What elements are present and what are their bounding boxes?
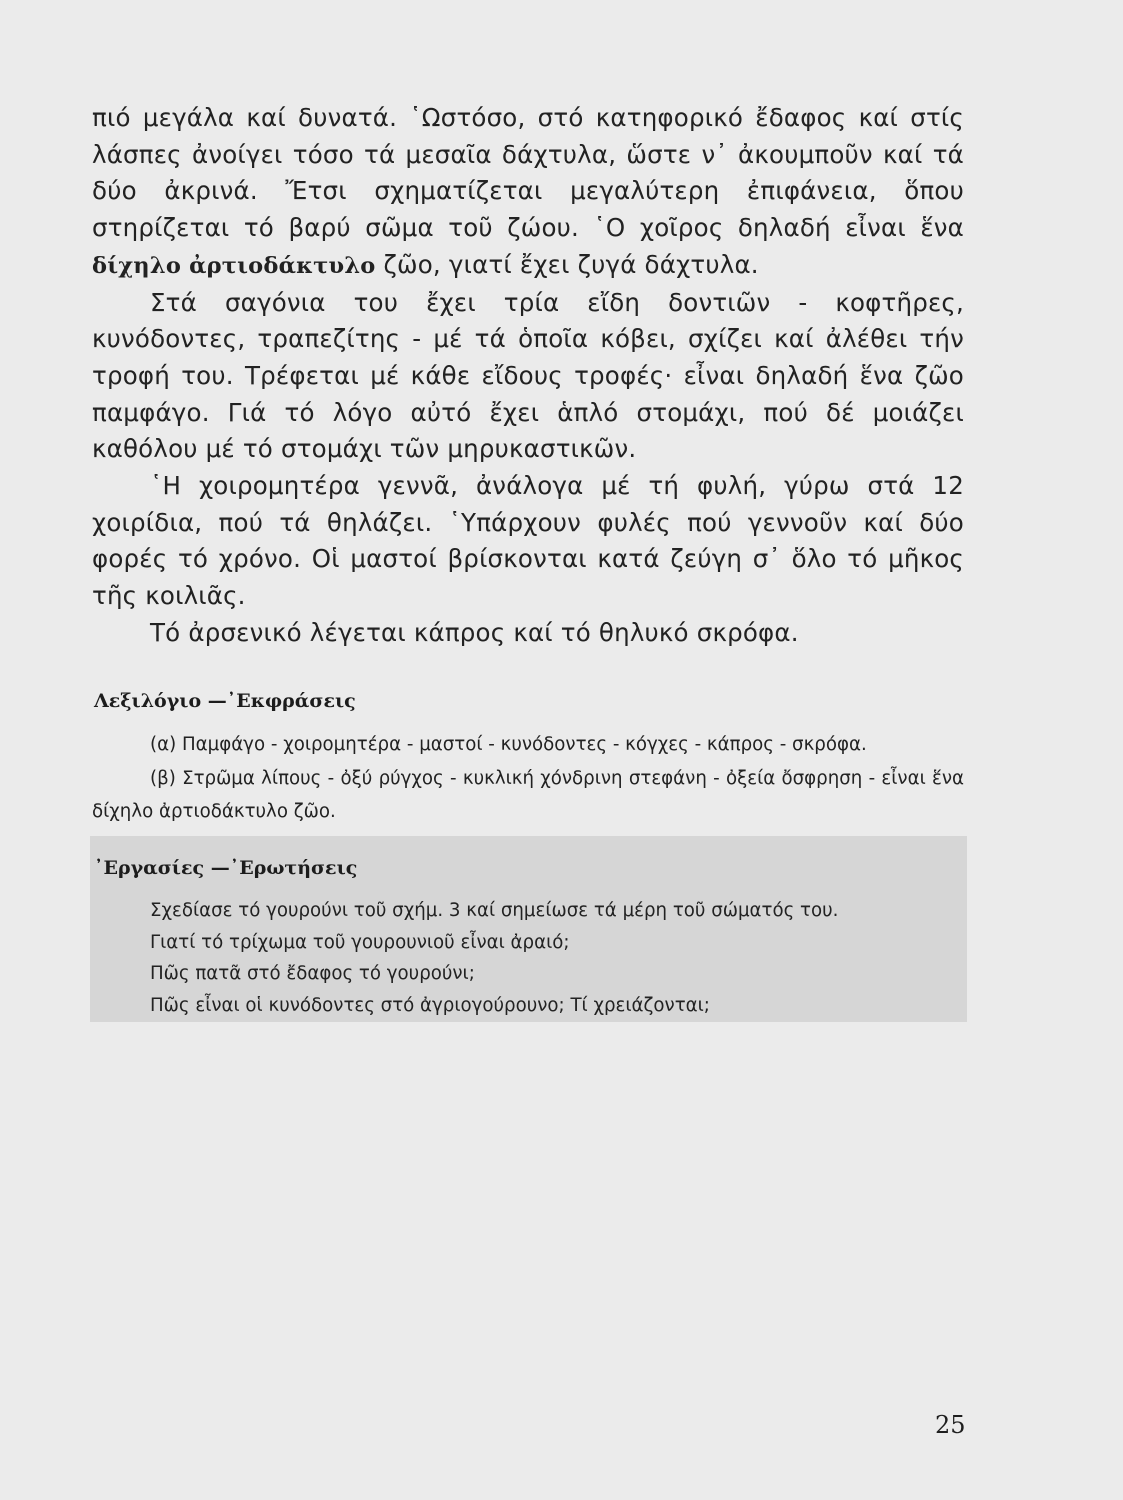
exercises-heading: ᾽Εργασίες —᾽Ερωτήσεις — [94, 857, 358, 879]
term-dichilo-artiodaktylo: δίχηλο ἀρτιοδάκτυλο — [92, 252, 376, 279]
exercises-list — [150, 895, 970, 1021]
body-text — [92, 100, 964, 652]
exercise-item: Γιατί τό τρίχωμα τοῦ γουρουνιοῦ εἶναι ἀραιό; — [150, 931, 570, 953]
vocabulary-heading: Λεξιλόγιο —᾽Εκφράσεις — [94, 690, 356, 712]
vocabulary-section — [92, 728, 964, 829]
exercise-item: Σχεδίασε τό γουρούνι τοῦ σχήμ. 3 καί σημείωσε τά μέρη τοῦ σώματός του. — [150, 900, 839, 921]
vocabulary-item-a: (α) Παμφάγο - χοιρομητέρα - μαστοί - κυνόδοντες - κόγχες - κάπρος - σκρόφα. — [150, 734, 867, 755]
paragraph-4: Τό ἀρσενικό λέγεται κάπρος καί τό θηλυκό σκρόφα. — [150, 617, 799, 647]
paragraph-1: πιό μεγάλα καί δυνατά. ῾Ωστόσο, στό κατηφορικό ἔδαφος καί στίς λάσπες ἀνοίγει τόσο τά μεσαῖα δάχτυλα, ὥστε ν᾽ ἀκουμποῦν καί τά δύο ἀκρινά. Ἔτσι σχηματίζεται μεγαλύτερη ἐπιφάνεια, ὅπου στηρίζεται τό βαρύ σῶμα τοῦ ζώου. ῾Ο χοῖρος δηλαδή εἶναι ἕνα δίχηλο ἀρτιοδάκτυλο ζῶο, γιατί ἔχει ζυγά δάχτυλα. — [92, 103, 964, 279]
paragraph-3: ῾Η χοιρομητέρα γεννᾶ, ἀνάλογα μέ τή φυλή, γύρω στά 12 χοιρίδια, πού τά θηλάζει. ῾Υπάρχουν φυλές πού γεννοῦν καί δύο φορές τό χρόνο. Οἱ μαστοί βρίσκονται κατά ζεύγη σ᾽ ὅλο τό μῆκος τῆς κοιλιᾶς. — [92, 471, 964, 611]
page-number: 25 — [935, 1411, 966, 1439]
exercise-item: Πῶς εἶναι οἱ κυνόδοντες στό ἀγριογούρουνο; Τί χρειάζονται; — [150, 994, 710, 1016]
vocabulary-item-b: (β) Στρῶμα λίπους - ὀξύ ρύγχος - κυκλική χόνδρινη στεφάνη - ὀξεία ὄσφρηση - εἶναι ἕνα δίχηλο ἀρτιοδάκτυλο ζῶο. — [92, 767, 964, 822]
paragraph-2: Στά σαγόνια του ἔχει τρία εἴδη δοντιῶν - κοφτῆρες, κυνόδοντες, τραπεζίτης - μέ τά ὁποῖα κόβει, σχίζει καί ἀλέθει τήν τροφή του. Τρέφεται μέ κάθε εἴδους τροφές· εἶναι δηλαδή ἕνα ζῶο παμφάγο. Γιά τό λόγο αὐτό ἔχει ἁπλό στομάχι, πού δέ μοιάζει καθόλου μέ τό στομάχι τῶν μηρυκαστικῶν. — [92, 287, 964, 464]
exercise-item: Πῶς πατᾶ στό ἔδαφος τό γουρούνι; — [150, 963, 475, 984]
